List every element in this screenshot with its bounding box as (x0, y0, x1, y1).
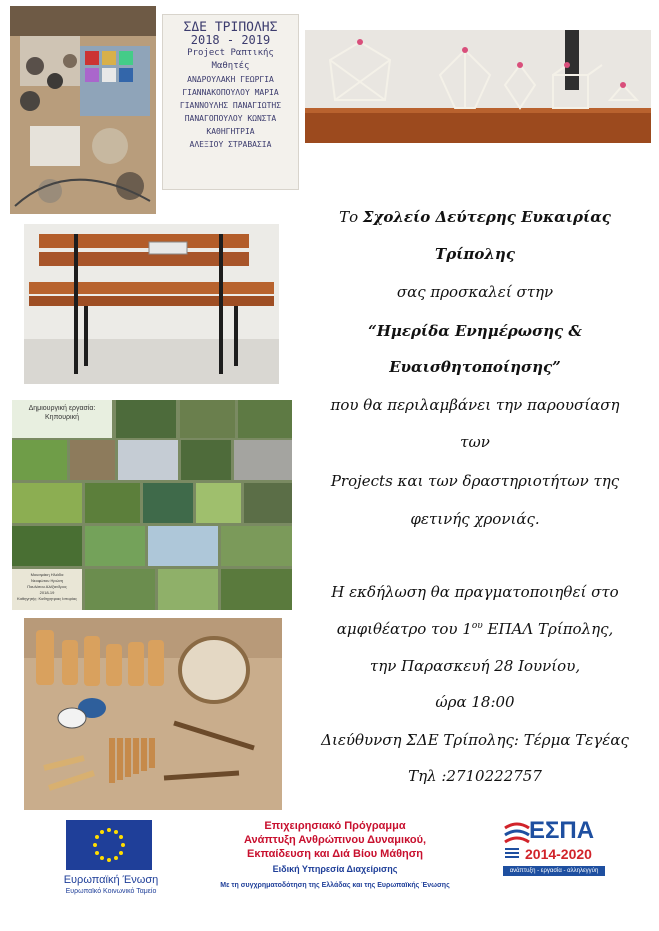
event-time: ώρα 18:00 (435, 693, 515, 711)
photo-gardening-collage (12, 400, 292, 610)
poster-name: ΑΛΕΞΙΟΥ ΣΤΡΑΒΑΣΙΑ (189, 140, 272, 149)
invite-school-line (310, 208, 640, 226)
collage-header: Δημιουργική εργασία: (28, 405, 96, 412)
collage-header-topic: Κηπουρική (45, 414, 79, 421)
eu-flag-icon (66, 820, 152, 870)
invite-city-line (310, 245, 640, 263)
espa-tagline: ανάπτυξη - εργασία - αλληλεγγύη (509, 868, 599, 874)
espa-logo (503, 818, 605, 878)
poster-name: ΠΑΝΑΓΟΠΟΥΛΟΥ ΚΩΝΣΤΑ (184, 114, 277, 123)
poster-name: ΑΝΔΡΟΥΛΑΚΗ ΓΕΩΡΓΙΑ (187, 75, 274, 84)
op-program-name-2: Εκπαίδευση και Διά Βίου Μάθηση (246, 848, 424, 860)
event-title-part1: “Ημερίδα Ενημέρωσης & (368, 322, 582, 340)
collage-credit: 2018-19 (39, 590, 55, 595)
collage-credit: Μουσμάκη Ηλιάδα (30, 572, 64, 577)
event-title-line1 (310, 322, 640, 340)
school-address: Διεύθυνση ΣΔΕ Τρίπολης: Τέρμα Τεγέας (321, 731, 629, 749)
poster-name: ΓΙΑΝΝΑΚΟΠΟΥΛΟΥ ΜΑΡΙΑ (182, 88, 279, 97)
venue-prefix: αμφιθέατρο του 1 (336, 620, 472, 638)
eu-subtitle: Ευρωπαϊκό Κοινωνικό Ταμείο (65, 888, 157, 895)
school-city: Τρίπολης (435, 245, 515, 263)
venue-line (310, 620, 640, 638)
invite-line-9: φετινής χρονιάς. (410, 510, 540, 528)
invite-line-8: Projects και των δραστηριοτήτων της (330, 472, 620, 490)
photo-jewelry-workshop (10, 6, 156, 214)
poster-years: 2018 - 2019 (190, 33, 271, 47)
photo-sewing-project-poster (162, 14, 299, 190)
invite-line-3: σας προσκαλεί στην (396, 283, 554, 301)
event-title-part2: Ευαισθητοποίησης” (389, 358, 561, 376)
poster-project: Project Ραπτικής (187, 48, 274, 58)
invite-prefix: Το (339, 208, 363, 226)
invite-line-10: Η εκδήλωση θα πραγματοποιηθεί στο (331, 583, 619, 601)
op-cofunding-note: Με τη συγχρηματοδότηση της Ελλάδας και της Ευρωπαϊκής Ένωσης (220, 882, 450, 889)
poster-title: ΣΔΕ ΤΡΙΠΟΛΗΣ (183, 20, 278, 35)
op-program-title: Επιχειρησιακό Πρόγραμμα (264, 820, 406, 832)
venue-ordinal: ου (471, 621, 483, 631)
collage-credit: Παυλάτου Αλέξανδρος (27, 584, 67, 589)
espa-years: 2014-2020 (525, 846, 592, 862)
photo-geometric-models (305, 30, 651, 143)
op-managing-authority: Ειδική Υπηρεσία Διαχείρισης (272, 864, 398, 874)
poster-students: Μαθητές (211, 61, 250, 71)
invite-line-7: των (460, 433, 490, 451)
photo-wooden-bench (24, 224, 279, 384)
invite-line-6: που θα περιλαμβάνει την παρουσίαση (330, 396, 620, 414)
event-title-line2 (310, 358, 640, 376)
collage-credit: Νεοφώτου Ηρώνη (30, 578, 64, 583)
espa-brand: ΕΣΠΑ (529, 817, 595, 844)
venue-name: ΕΠΑΛ Τρίπολης, (482, 620, 614, 638)
photo-handmade-instruments (24, 618, 282, 810)
school-phone: Τηλ :2710222757 (408, 767, 542, 785)
poster-name: ΚΑΘΗΓΗΤΡΙΑ (206, 127, 255, 136)
collage-credit: Καθηγητής: Καθηγητριας Ιστορίας (17, 596, 77, 601)
event-date: την Παρασκευή 28 Ιουνίου, (369, 657, 581, 675)
school-name: Σχολείο Δεύτερης Ευκαιρίας (362, 208, 611, 226)
poster-name: ΓΙΑΝΝΟΥΛΗΣ ΠΑΝΑΓΙΩΤΗΣ (179, 101, 282, 110)
eu-title: Ευρωπαϊκή Ένωση (63, 874, 159, 886)
op-program-name-1: Ανάπτυξη Ανθρώπινου Δυναμικού, (243, 834, 427, 846)
